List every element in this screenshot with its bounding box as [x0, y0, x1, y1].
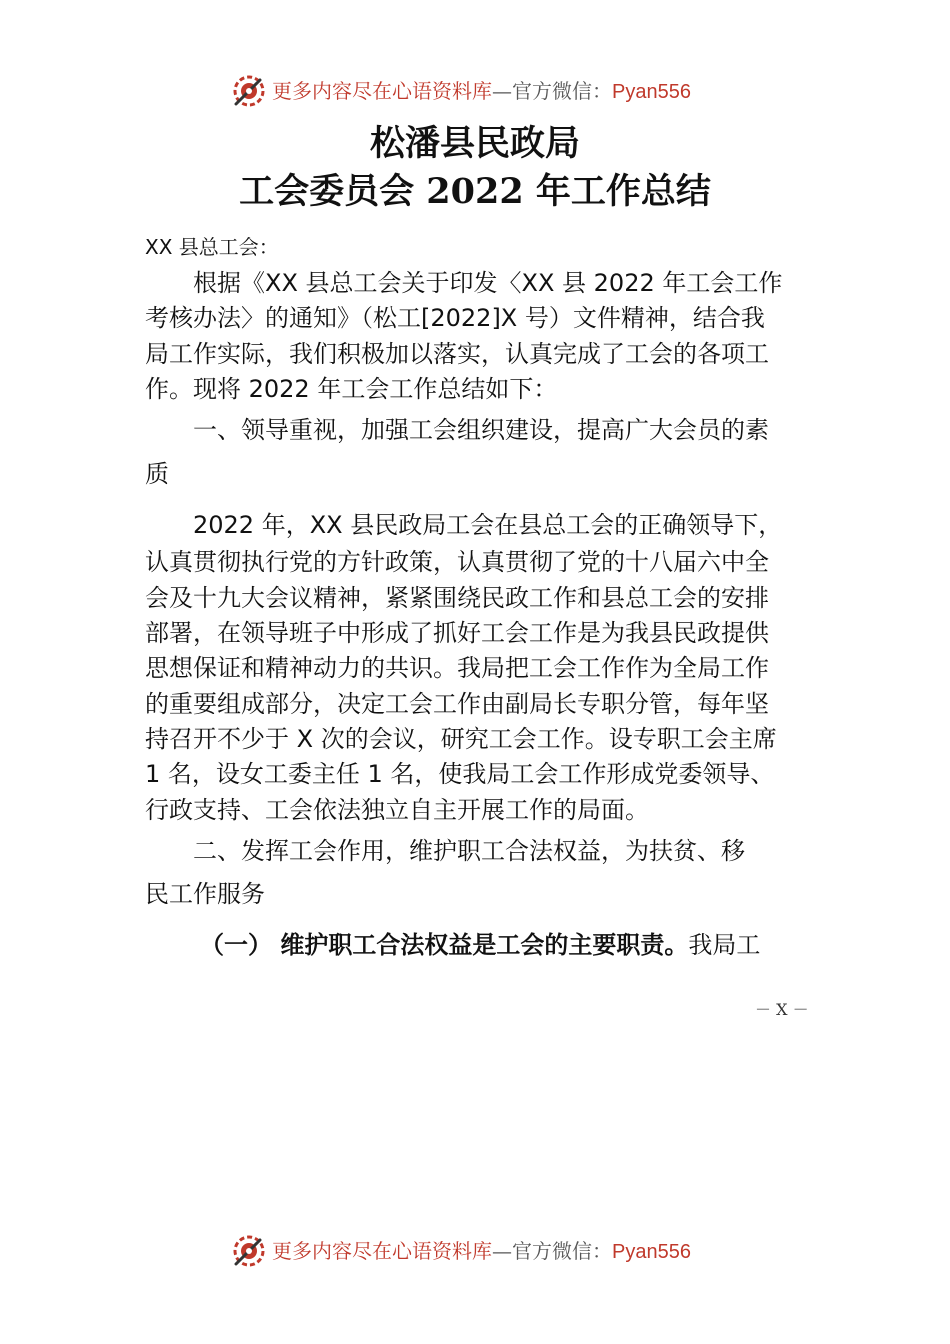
banner-text [272, 78, 691, 105]
section-heading-2: 民工作服务 [145, 880, 265, 908]
paragraph-1-line: 作。现将 2022 年工会工作总结如下： [145, 375, 558, 403]
paragraph-1-line: 考核办法〉的通知》（松工[2022]X 号）文件精神，结合我 [145, 304, 765, 332]
salutation: XX 县总工会： [145, 235, 279, 259]
bottom-banner [0, 1232, 950, 1272]
page-number: － X － [755, 1000, 809, 1019]
paragraph-2-line: 2022 年，XX 县民政局工会在县总工会的正确领导下， [145, 511, 783, 539]
subheading-text: 我局工 [688, 931, 761, 959]
banner-wechat-label: —官方微信： [492, 79, 612, 103]
section-heading-2: 二、发挥工会作用，维护职工合法权益，为扶贫、移 [145, 837, 745, 865]
banner-site-name: 更多内容尽在心语资料库 [272, 1239, 492, 1263]
section-heading-1: 质 [145, 460, 169, 488]
paragraph-2-line: 会及十九大会议精神，紧紧围绕民政工作和县总工会的安排 [145, 584, 769, 612]
banner-site-name: 更多内容尽在心语资料库 [272, 79, 492, 103]
section-heading-1: 一、领导重视，加强工会组织建设，提高广大会员的素 [145, 416, 769, 444]
paragraph-2-line: 持召开不少于 X 次的会议，研究工会工作。设专职工会主席 [145, 725, 777, 753]
paragraph-1-line: 局工作实际，我们积极加以落实，认真完成了工会的各项工 [145, 340, 769, 368]
paragraph-2-line: 思想保证和精神动力的共识。我局把工会工作作为全局工作 [145, 654, 769, 682]
paragraph-2-line: 认真贯彻执行党的方针政策，认真贯彻了党的十八届六中全 [145, 548, 769, 576]
document-title-line1: 松潘县民政局 [369, 123, 580, 164]
banner-text [272, 1238, 691, 1265]
paragraph-2-line: 的重要组成部分，决定工会工作由副局长专职分管，每年坚 [145, 690, 769, 718]
document-title-line2: 工会委员会 2022 年工作总结 [239, 171, 711, 212]
logo-icon [230, 72, 268, 110]
logo-icon [230, 1232, 268, 1270]
banner-wechat-id: Pyan556 [612, 1241, 691, 1263]
subheading-bold: （一） 维护职工合法权益是工会的主要职责。 [200, 931, 689, 959]
banner-wechat-label: —官方微信： [492, 1239, 612, 1263]
paragraph-2-line: 1 名，设女工委主任 1 名，使我局工会工作形成党委领导、 [145, 760, 775, 788]
banner-wechat-id: Pyan556 [612, 81, 691, 103]
top-banner [0, 72, 950, 112]
subheading-1 [200, 928, 870, 963]
paragraph-2-line: 部署，在领导班子中形成了抓好工会工作是为我县民政提供 [145, 619, 769, 647]
paragraph-2-line: 行政支持、工会依法独立自主开展工作的局面。 [145, 796, 649, 824]
paragraph-1-line: 根据《XX 县总工会关于印发〈XX 县 2022 年工会工作 [145, 269, 783, 297]
